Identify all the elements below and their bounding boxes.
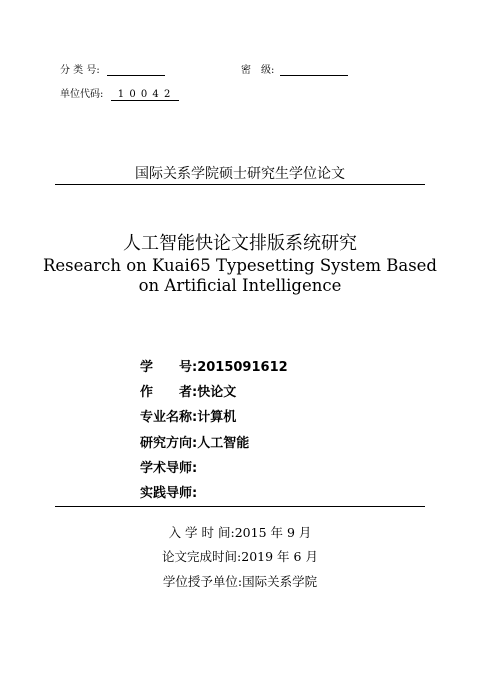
info-value: 人工智能 [197,436,250,451]
info-value: 快论文 [197,385,237,400]
thesis-type: 国际关系学院硕士研究生学位论文 [135,166,345,182]
title-en-line2: on Artificial Intelligence [138,276,342,295]
bottom-divider [55,506,425,507]
classification-label: 分 类 号: [60,65,100,76]
enrollment-time: 入 学 时 间:2015 年 9 月 [168,525,312,540]
completion-time: 论文完成时间:2019 年 6 月 [162,549,318,564]
info-author [140,381,236,400]
classification-row [60,61,165,76]
title-en-line1: Research on Kuai65 Typesetting System Based [42,256,437,275]
security-field [280,63,348,76]
unit-code-value: 1 0 0 4 2 [111,89,179,101]
info-label: 学术导师: [140,461,198,476]
info-academic-advisor [140,457,197,476]
info-value: 计算机 [197,410,237,425]
info-label: 学 号: [140,360,198,375]
info-major [140,406,236,425]
top-divider [55,184,425,185]
info-label: 作 者: [140,385,198,400]
security-row [241,61,348,76]
info-label: 实践导师: [140,486,198,501]
info-student-id [140,356,288,375]
unit-code-row [60,85,179,101]
info-value: 2015091612 [197,360,288,375]
security-label: 密 级: [241,65,275,76]
classification-field [107,63,165,76]
title-cn: 人工智能快论文排版系统研究 [123,233,357,254]
degree-institution: 学位授予单位:国际关系学院 [162,574,318,589]
unit-code-label: 单位代码: [60,89,104,100]
info-label: 研究方向: [140,436,198,451]
info-label: 专业名称: [140,410,198,425]
info-practice-advisor [140,482,197,501]
info-research-direction [140,432,249,451]
